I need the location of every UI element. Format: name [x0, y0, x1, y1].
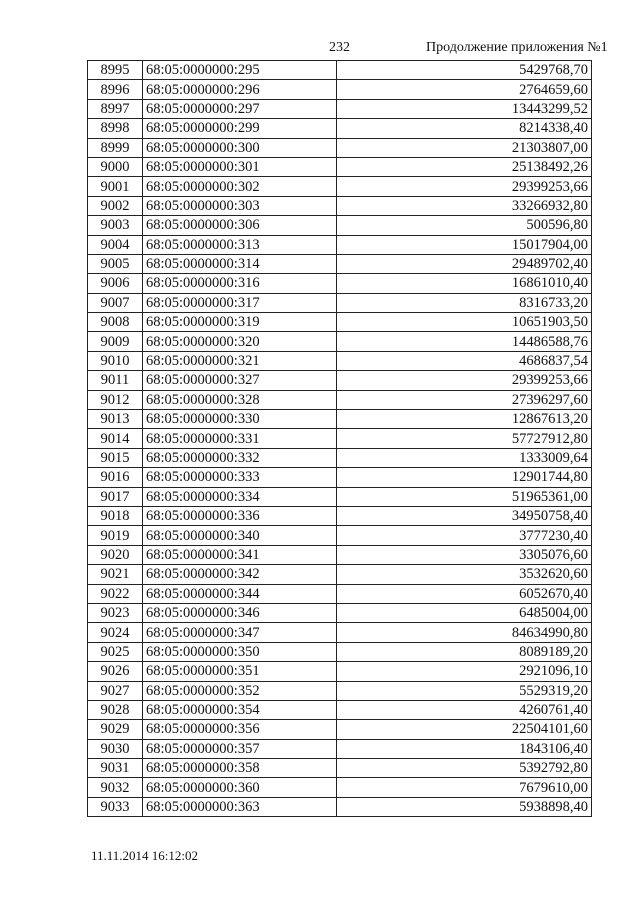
page-number: 232 [329, 40, 350, 55]
cadastral-number-cell: 68:05:0000000:320 [143, 332, 337, 351]
table-row [88, 506, 592, 525]
cadastral-number-cell: 68:05:0000000:303 [143, 196, 337, 215]
table-row [88, 681, 592, 700]
cadastral-value-cell: 13443299,52 [337, 99, 592, 118]
cadastral-value-cell: 51965361,00 [337, 487, 592, 506]
row-number-cell: 9001 [88, 177, 143, 196]
row-number-cell: 8998 [88, 119, 143, 138]
row-number-cell: 9012 [88, 390, 143, 409]
row-number-cell: 9000 [88, 157, 143, 176]
table-row [88, 565, 592, 584]
cadastral-number-cell: 68:05:0000000:363 [143, 797, 337, 816]
row-number-cell: 9009 [88, 332, 143, 351]
cadastral-value-cell: 6052670,40 [337, 584, 592, 603]
row-number-cell: 9020 [88, 545, 143, 564]
row-number-cell: 9024 [88, 623, 143, 642]
row-number-cell: 9029 [88, 720, 143, 739]
cadastral-value-cell: 34950758,40 [337, 506, 592, 525]
cadastral-number-cell: 68:05:0000000:299 [143, 119, 337, 138]
cadastral-value-cell: 29489702,40 [337, 254, 592, 273]
table-row [88, 662, 592, 681]
table-row [88, 526, 592, 545]
row-number-cell: 9007 [88, 293, 143, 312]
row-number-cell: 9008 [88, 313, 143, 332]
cadastral-number-cell: 68:05:0000000:317 [143, 293, 337, 312]
table-row [88, 448, 592, 467]
cadastral-number-cell: 68:05:0000000:327 [143, 371, 337, 390]
appendix-continuation-label: Продолжение приложения №1 [426, 40, 608, 55]
table-row [88, 138, 592, 157]
cadastral-number-cell: 68:05:0000000:314 [143, 254, 337, 273]
cadastral-value-cell: 5938898,40 [337, 797, 592, 816]
cadastral-number-cell: 68:05:0000000:331 [143, 429, 337, 448]
cadastral-value-cell: 5429768,70 [337, 61, 592, 80]
cadastral-value-cell: 8214338,40 [337, 119, 592, 138]
print-timestamp: 11.11.2014 16:12:02 [91, 848, 199, 863]
cadastral-value-cell: 1333009,64 [337, 448, 592, 467]
cadastral-value-cell: 12867613,20 [337, 410, 592, 429]
row-number-cell: 8995 [88, 61, 143, 80]
cadastral-number-cell: 68:05:0000000:342 [143, 565, 337, 584]
cadastral-number-cell: 68:05:0000000:344 [143, 584, 337, 603]
cadastral-value-cell: 500596,80 [337, 216, 592, 235]
table-row [88, 778, 592, 797]
row-number-cell: 9032 [88, 778, 143, 797]
row-number-cell: 9015 [88, 448, 143, 467]
cadastral-number-cell: 68:05:0000000:306 [143, 216, 337, 235]
cadastral-value-table [87, 60, 592, 817]
cadastral-number-cell: 68:05:0000000:302 [143, 177, 337, 196]
cadastral-value-cell: 7679610,00 [337, 778, 592, 797]
cadastral-number-cell: 68:05:0000000:357 [143, 739, 337, 758]
row-number-cell: 9006 [88, 274, 143, 293]
cadastral-value-cell: 33266932,80 [337, 196, 592, 215]
cadastral-number-cell: 68:05:0000000:354 [143, 700, 337, 719]
table-row [88, 623, 592, 642]
cadastral-value-cell: 15017904,00 [337, 235, 592, 254]
table-row [88, 739, 592, 758]
row-number-cell: 9014 [88, 429, 143, 448]
cadastral-value-cell: 3532620,60 [337, 565, 592, 584]
table-row [88, 700, 592, 719]
cadastral-number-cell: 68:05:0000000:350 [143, 642, 337, 661]
row-number-cell: 9021 [88, 565, 143, 584]
row-number-cell: 8997 [88, 99, 143, 118]
table-row [88, 759, 592, 778]
table-row [88, 371, 592, 390]
cadastral-value-cell: 8089189,20 [337, 642, 592, 661]
table-row [88, 313, 592, 332]
row-number-cell: 9028 [88, 700, 143, 719]
row-number-cell: 9013 [88, 410, 143, 429]
row-number-cell: 9010 [88, 351, 143, 370]
cadastral-value-cell: 10651903,50 [337, 313, 592, 332]
cadastral-number-cell: 68:05:0000000:296 [143, 80, 337, 99]
cadastral-value-cell: 4686837,54 [337, 351, 592, 370]
row-number-cell: 9033 [88, 797, 143, 816]
row-number-cell: 9030 [88, 739, 143, 758]
cadastral-value-cell: 6485004,00 [337, 603, 592, 622]
table-row [88, 545, 592, 564]
cadastral-number-cell: 68:05:0000000:332 [143, 448, 337, 467]
table-row [88, 196, 592, 215]
row-number-cell: 9025 [88, 642, 143, 661]
row-number-cell: 8996 [88, 80, 143, 99]
row-number-cell: 9004 [88, 235, 143, 254]
cadastral-number-cell: 68:05:0000000:341 [143, 545, 337, 564]
cadastral-value-cell: 27396297,60 [337, 390, 592, 409]
cadastral-number-cell: 68:05:0000000:301 [143, 157, 337, 176]
row-number-cell: 9017 [88, 487, 143, 506]
cadastral-value-cell: 5529319,20 [337, 681, 592, 700]
cadastral-number-cell: 68:05:0000000:330 [143, 410, 337, 429]
cadastral-value-cell: 3305076,60 [337, 545, 592, 564]
table-row [88, 216, 592, 235]
cadastral-value-cell: 2921096,10 [337, 662, 592, 681]
cadastral-number-cell: 68:05:0000000:356 [143, 720, 337, 739]
table-row [88, 293, 592, 312]
table-row [88, 603, 592, 622]
row-number-cell: 9026 [88, 662, 143, 681]
cadastral-number-cell: 68:05:0000000:358 [143, 759, 337, 778]
table-row [88, 468, 592, 487]
cadastral-value-cell: 14486588,76 [337, 332, 592, 351]
row-number-cell: 9022 [88, 584, 143, 603]
table-row [88, 487, 592, 506]
table-row [88, 584, 592, 603]
row-number-cell: 9031 [88, 759, 143, 778]
cadastral-number-cell: 68:05:0000000:300 [143, 138, 337, 157]
table-row [88, 99, 592, 118]
table-row [88, 429, 592, 448]
row-number-cell: 9023 [88, 603, 143, 622]
cadastral-value-cell: 25138492,26 [337, 157, 592, 176]
table-row [88, 351, 592, 370]
cadastral-number-cell: 68:05:0000000:360 [143, 778, 337, 797]
table-row [88, 157, 592, 176]
cadastral-value-cell: 5392792,80 [337, 759, 592, 778]
cadastral-value-cell: 22504101,60 [337, 720, 592, 739]
table-row [88, 410, 592, 429]
table-row [88, 177, 592, 196]
cadastral-value-cell: 16861010,40 [337, 274, 592, 293]
cadastral-value-cell: 12901744,80 [337, 468, 592, 487]
table-row [88, 797, 592, 816]
cadastral-number-cell: 68:05:0000000:336 [143, 506, 337, 525]
cadastral-value-cell: 2764659,60 [337, 80, 592, 99]
cadastral-number-cell: 68:05:0000000:346 [143, 603, 337, 622]
cadastral-number-cell: 68:05:0000000:334 [143, 487, 337, 506]
cadastral-number-cell: 68:05:0000000:351 [143, 662, 337, 681]
cadastral-value-cell: 8316733,20 [337, 293, 592, 312]
cadastral-number-cell: 68:05:0000000:340 [143, 526, 337, 545]
row-number-cell: 9002 [88, 196, 143, 215]
cadastral-value-cell: 3777230,40 [337, 526, 592, 545]
row-number-cell: 9027 [88, 681, 143, 700]
table-row [88, 235, 592, 254]
cadastral-number-cell: 68:05:0000000:316 [143, 274, 337, 293]
cadastral-value-cell: 29399253,66 [337, 177, 592, 196]
cadastral-number-cell: 68:05:0000000:328 [143, 390, 337, 409]
cadastral-value-cell: 21303807,00 [337, 138, 592, 157]
cadastral-number-cell: 68:05:0000000:297 [143, 99, 337, 118]
cadastral-value-cell: 84634990,80 [337, 623, 592, 642]
cadastral-number-cell: 68:05:0000000:319 [143, 313, 337, 332]
cadastral-number-cell: 68:05:0000000:333 [143, 468, 337, 487]
cadastral-value-cell: 57727912,80 [337, 429, 592, 448]
table-row [88, 61, 592, 80]
row-number-cell: 9016 [88, 468, 143, 487]
row-number-cell: 9003 [88, 216, 143, 235]
row-number-cell: 9018 [88, 506, 143, 525]
table-row [88, 390, 592, 409]
cadastral-number-cell: 68:05:0000000:295 [143, 61, 337, 80]
table-row [88, 720, 592, 739]
row-number-cell: 8999 [88, 138, 143, 157]
cadastral-value-cell: 1843106,40 [337, 739, 592, 758]
row-number-cell: 9005 [88, 254, 143, 273]
row-number-cell: 9019 [88, 526, 143, 545]
table-body [88, 61, 592, 817]
table-row [88, 274, 592, 293]
cadastral-value-cell: 29399253,66 [337, 371, 592, 390]
table-row [88, 80, 592, 99]
cadastral-value-cell: 4260761,40 [337, 700, 592, 719]
cadastral-number-cell: 68:05:0000000:313 [143, 235, 337, 254]
cadastral-number-cell: 68:05:0000000:347 [143, 623, 337, 642]
table-row [88, 332, 592, 351]
table-row [88, 119, 592, 138]
table-row [88, 254, 592, 273]
cadastral-number-cell: 68:05:0000000:321 [143, 351, 337, 370]
cadastral-number-cell: 68:05:0000000:352 [143, 681, 337, 700]
row-number-cell: 9011 [88, 371, 143, 390]
table-row [88, 642, 592, 661]
